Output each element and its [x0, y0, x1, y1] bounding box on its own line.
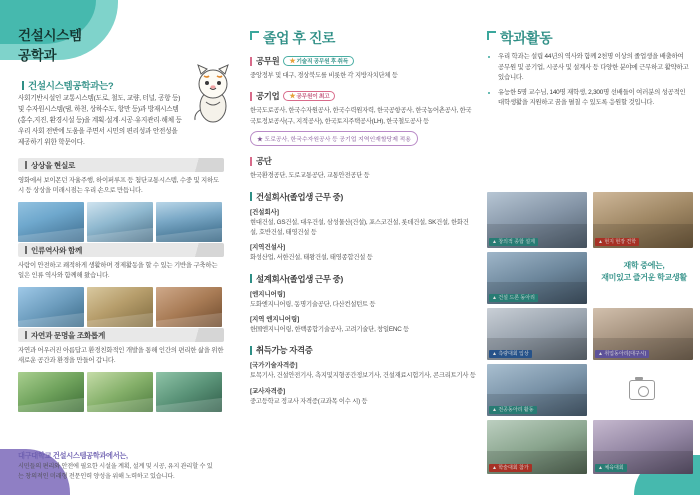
about-section [18, 243, 224, 327]
career-subgroup-text: 도화엔지니어링, 동명기술공단, 다산컨설턴트 등 [250, 300, 376, 308]
career-note: ★ 도로공사, 한국수자원공사 등 공기업 지역인재할당제 적용 [250, 131, 418, 146]
career-heading: 졸업 후 진로 [250, 28, 335, 48]
photo-thumb [156, 287, 222, 327]
activity-photo [487, 252, 587, 304]
about-section [18, 328, 224, 412]
about-section-photos [18, 372, 224, 412]
activities-photo-grid [487, 192, 693, 474]
photo-caption: ▲ 전공동아리 활동 [489, 406, 537, 414]
about-section-text: 사람이 안전하고 쾌적하게 생활하며 경제활동을 할 수 있는 기반을 구축하는 일은 인류 역사와 함께해 왔습니다. [18, 262, 218, 280]
career-group [250, 344, 476, 407]
career-subgroup-label: [건설회사] [250, 208, 279, 216]
activities-heading: 학과활동 [487, 28, 552, 48]
photo-thumb [156, 372, 222, 412]
career-subgroup-label: [지역건설사] [250, 244, 286, 252]
career-group-title: 취득가능 자격증 [250, 344, 476, 356]
career-badge: ★기술직 공무원 후 취득 [283, 56, 354, 66]
activities-bullets [489, 52, 689, 113]
photo-thumb [18, 287, 84, 327]
career-item: 한국환경공단, 도로교통공단, 교통안전공단 등 [250, 172, 370, 180]
photo-thumb [87, 202, 153, 242]
career-subgroup-label: [국가기술자격증] [250, 362, 298, 370]
career-item: 중앙정부 및 대구, 경상북도를 비롯한 각 지방자치단체 등 [250, 72, 398, 79]
about-section-text: 자연과 어우러진 아름답고 환경친화적인 개발을 통해 인간의 편리한 삶을 위한 새로운 공간과 환경을 만들어 갑니다. [18, 347, 224, 365]
career-list [250, 55, 476, 416]
about-section-text: 영화에서 보이몬던 자율주행, 하이퍼루프 등 첨단교통시스템, 수중 및 지하도시 등 상상을 미래시점는 우리 손으로 만듭니다. [18, 177, 219, 195]
about-question [22, 78, 113, 92]
activity-bullet: • 우리 학과는 설립 44년의 역사와 함께 2천명 이상의 졸업생을 배출하여 공무원 및 공기업, 시공사 및 설계사 등 다양한 분야에 근무하고 활약하고 있습니다. [498, 52, 689, 84]
about-section-photos [18, 202, 224, 242]
activity-photo [487, 364, 587, 416]
photo-caption: ▲ 학술대회 참가 [489, 464, 532, 472]
activity-photo [487, 308, 587, 360]
activity-photo [487, 420, 587, 474]
career-group-title: 공기업 ★공무원이 최고 [250, 90, 476, 102]
career-group [250, 55, 476, 81]
about-body: 사회기반시설인 교통시스템(도로, 철도, 교량, 터널, 공항 등)및 수자원시스템(댐, 하천, 상하수도, 항만 등)과 방재시스템(홍수,지진, 환경시설 등)을 계획·설계·시공·유지관리·해체 등 우리 사회 전반에 도움을 주면서 시민의 편리성과 안전성을 제공하기 위한 학문이다. [18, 95, 182, 146]
activity-photo [593, 420, 693, 474]
career-group [250, 90, 476, 146]
tiger-mascot-icon [186, 62, 240, 126]
career-group-title: 설계회사(졸업생 근무 중) [250, 273, 476, 285]
photo-caption: ▲ 체육대회 [595, 464, 627, 472]
camera-icon [629, 380, 655, 400]
about-section-header: 자연과 문명을 조화롭게 [18, 328, 224, 342]
career-group-title: 건설회사(졸업생 근무 중) [250, 191, 476, 203]
career-group-title: 공단 [250, 155, 476, 167]
career-subgroup-label: [교사자격증] [250, 387, 286, 395]
activity-photo [593, 192, 693, 248]
career-group [250, 191, 476, 264]
photo-caption: ▲ 건설 드론 동아리 [489, 294, 538, 302]
career-group [250, 273, 476, 336]
activities-center-note: 재학 중에는, 재미있고 즐거운 학교생활 [601, 261, 687, 282]
about-section [18, 158, 224, 242]
career-subgroup-label: [엔지니어링] [250, 290, 286, 298]
career-subgroup-text: 중고등학교 정교사 자격증(교과목 이수 시) 등 [250, 397, 368, 405]
photo-caption: ▲ 측량대회 입상 [489, 350, 532, 358]
career-subgroup-text: 현대건설, GS건설, 대우건설, 삼성물산(건설), 포스코건설, 롯데건설, SK건설, 한화건설, 호반건설, 태영건설 등 [250, 218, 469, 236]
about-section-header: 상상을 현실로 [18, 158, 224, 172]
photo-thumb [18, 202, 84, 242]
about-section-photos [18, 287, 224, 327]
career-group-title: 공무원 ★기술직 공무원 후 취득 [250, 55, 476, 67]
photo-caption: ▲ 현지 현장 견학 [595, 238, 639, 246]
career-subgroup-label: [지역 엔지니어링] [250, 316, 300, 323]
career-badge: ★공무원이 최고 [283, 91, 335, 101]
career-group [250, 155, 476, 181]
activity-photo [487, 192, 587, 248]
photo-caption: ▲ 취업동아리(대구시) [595, 350, 649, 358]
photo-thumb [156, 202, 222, 242]
activity-photo [593, 308, 693, 360]
career-subgroup-text: 화성산업, 서한건설, 태왕건설, 태영종합건설 등 [250, 254, 373, 262]
page-title: 건설시스템 공학과 [18, 28, 82, 64]
about-footer-body: 시민들의 편리와 안전에 필요한 시설을 계획, 설계 및 시공, 유지 관리할 수 있는 창의적인 미래형 전문인력 양성을 위해 노력하고 있습니다. [18, 463, 213, 480]
photo-thumb [87, 287, 153, 327]
photo-thumb [18, 372, 84, 412]
activity-bullet: • 유능한 5명 교수님, 140명 재학생, 2,300명 선배들이 여러분의 성공적인 대학생활을 지원하고 꿈을 펼칠 수 있도록 응원할 것입니다. [498, 88, 689, 109]
photo-caption: ▲ 창의적 종합 설계 [489, 238, 538, 246]
photo-thumb [87, 372, 153, 412]
about-footer-title: 대구대학교 건설시스템공학과에서는, [18, 451, 128, 460]
career-subgroup-text: 토목기사, 건설안전기사, 측지및지형공간정보기사, 건설재료시험기사, 콘크리트기사 등 [250, 372, 476, 380]
about-section-header: 인류역사와 함께 [18, 243, 224, 257]
career-item: 한국도로공사, 한국수자원공사, 한국수력원자력, 한국공항공사, 한국농어촌공사, 한국국토정보공사(구, 지적공사), 한국토지주택공사(LH), 한국철도공사 등 [250, 107, 472, 125]
career-subgroup-text: 한国엔지니어링, 한백종합기술공사, 고려기술단, 창일ENC 등 [250, 326, 410, 333]
about-question-text: 건설시스템공학과는? [28, 81, 114, 92]
